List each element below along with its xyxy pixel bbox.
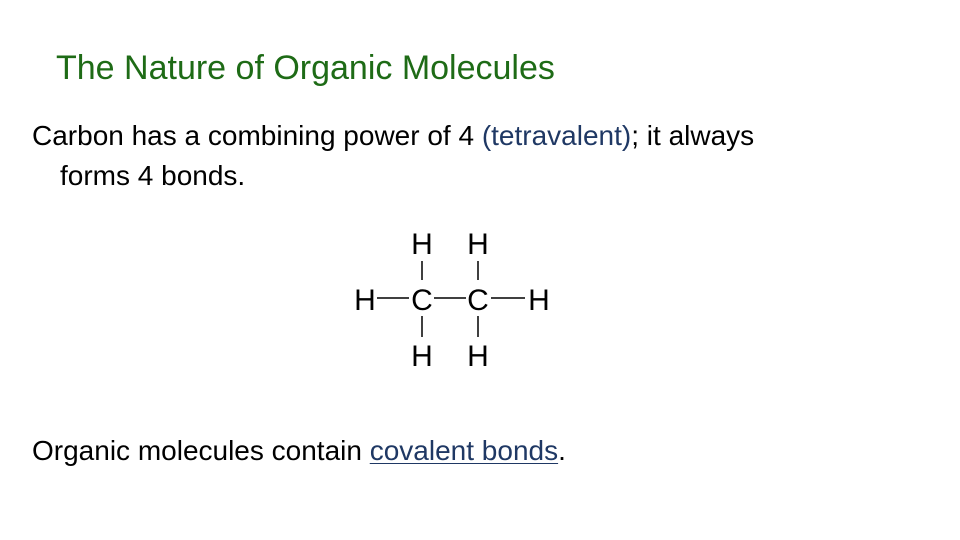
hydrogen-atom-left: H — [354, 284, 376, 317]
paragraph-text: Organic molecules contain — [32, 435, 370, 466]
carbon-atom-left: C — [411, 284, 433, 317]
carbon-atom-right: C — [467, 284, 489, 317]
slide-title: The Nature of Organic Molecules — [56, 49, 555, 87]
hydrogen-atom-bottom-left: H — [411, 340, 433, 373]
tetravalent-term: (tetravalent) — [481, 120, 632, 151]
hydrogen-atom-right: H — [528, 284, 550, 317]
hydrogen-atom-top-right: H — [467, 228, 489, 261]
covalent-paragraph — [32, 431, 566, 471]
paragraph-text: ; it always — [631, 120, 755, 151]
paragraph-text: forms 4 bonds. — [60, 160, 246, 191]
covalent-bonds-link[interactable]: covalent bonds — [369, 435, 559, 466]
paragraph-text: Carbon has a combining power of 4 — [32, 120, 482, 151]
ethane-structural-formula — [344, 220, 568, 376]
tetravalent-paragraph — [32, 116, 754, 196]
hydrogen-atom-bottom-right: H — [467, 340, 489, 373]
hydrogen-atom-top-left: H — [411, 228, 433, 261]
paragraph-text: . — [558, 435, 566, 466]
